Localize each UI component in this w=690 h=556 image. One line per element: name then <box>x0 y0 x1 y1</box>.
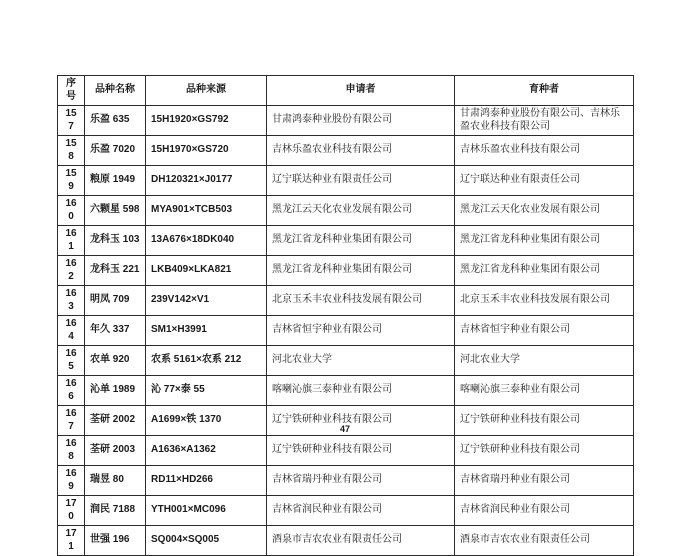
applicant-cell: 吉林省恒宇种业有限公司 <box>267 316 455 346</box>
column-header-variety-name: 品种名称 <box>85 76 146 106</box>
serial-number-cell: 157 <box>58 106 85 136</box>
applicant-cell: 黑龙江省龙科种业集团有限公司 <box>267 256 455 286</box>
applicant-cell: 吉林乐盈农业科技有限公司 <box>267 136 455 166</box>
table-row <box>58 316 634 346</box>
serial-number-cell: 165 <box>58 346 85 376</box>
variety-source-cell: 239V142×V1 <box>146 286 267 316</box>
breeder-cell: 河北农业大学 <box>455 346 634 376</box>
table-row <box>58 196 634 226</box>
breeder-cell: 酒泉市吉农农业有限责任公司 <box>455 526 634 556</box>
variety-source-cell: 15H1920×GS792 <box>146 106 267 136</box>
applicant-cell: 辽宁联达种业有限责任公司 <box>267 166 455 196</box>
variety-name-cell: 乐盈 7020 <box>85 136 146 166</box>
variety-name-cell: 润民 7188 <box>85 496 146 526</box>
breeder-cell: 黑龙江云天化农业发展有限公司 <box>455 196 634 226</box>
variety-name-cell: 龙科玉 103 <box>85 226 146 256</box>
applicant-cell: 吉林省润民种业有限公司 <box>267 496 455 526</box>
column-header-serial-number: 序号 <box>58 76 85 106</box>
variety-name-cell: 荃研 2002 <box>85 406 146 436</box>
variety-source-cell: DH120321×J0177 <box>146 166 267 196</box>
variety-source-cell: LKB409×LKA821 <box>146 256 267 286</box>
breeder-cell: 甘肃鸿泰种业股份有限公司、吉林乐盈农业科技有限公司 <box>455 106 634 136</box>
variety-table <box>57 75 634 556</box>
variety-source-cell: 15H1970×GS720 <box>146 136 267 166</box>
breeder-cell: 喀喇沁旗三泰种业有限公司 <box>455 376 634 406</box>
variety-source-cell: MYA901×TCB503 <box>146 196 267 226</box>
breeder-cell: 北京玉禾丰农业科技发展有限公司 <box>455 286 634 316</box>
variety-name-cell: 农单 920 <box>85 346 146 376</box>
breeder-cell: 辽宁联达种业有限责任公司 <box>455 166 634 196</box>
table-row <box>58 286 634 316</box>
serial-number-cell: 169 <box>58 466 85 496</box>
breeder-cell: 黑龙江省龙科种业集团有限公司 <box>455 256 634 286</box>
column-header-breeder: 育种者 <box>455 76 634 106</box>
variety-source-cell: 农系 5161×农系 212 <box>146 346 267 376</box>
applicant-cell: 酒泉市吉农农业有限责任公司 <box>267 526 455 556</box>
table-row <box>58 106 634 136</box>
serial-number-cell: 158 <box>58 136 85 166</box>
variety-name-cell: 世强 196 <box>85 526 146 556</box>
applicant-cell: 喀喇沁旗三泰种业有限公司 <box>267 376 455 406</box>
variety-name-cell: 沁单 1989 <box>85 376 146 406</box>
table-row <box>58 526 634 556</box>
table-row <box>58 436 634 466</box>
variety-source-cell: A1699×铁 1370 <box>146 406 267 436</box>
applicant-cell: 辽宁铁研种业科技有限公司 <box>267 406 455 436</box>
table-row <box>58 136 634 166</box>
applicant-cell: 北京玉禾丰农业科技发展有限公司 <box>267 286 455 316</box>
serial-number-cell: 160 <box>58 196 85 226</box>
variety-name-cell: 六颗星 598 <box>85 196 146 226</box>
variety-name-cell: 乐盈 635 <box>85 106 146 136</box>
column-header-applicant: 申请者 <box>267 76 455 106</box>
table-row <box>58 376 634 406</box>
table-header-row <box>58 76 634 106</box>
applicant-cell: 吉林省瑞丹种业有限公司 <box>267 466 455 496</box>
breeder-cell: 黑龙江省龙科种业集团有限公司 <box>455 226 634 256</box>
breeder-cell: 辽宁铁研种业科技有限公司 <box>455 436 634 466</box>
variety-source-cell: RD11×HD266 <box>146 466 267 496</box>
breeder-cell: 吉林省瑞丹种业有限公司 <box>455 466 634 496</box>
variety-source-cell: YTH001×MC096 <box>146 496 267 526</box>
variety-source-cell: SQ004×SQ005 <box>146 526 267 556</box>
serial-number-cell: 161 <box>58 226 85 256</box>
serial-number-cell: 166 <box>58 376 85 406</box>
page-number: 47 <box>339 424 350 434</box>
table-row <box>58 496 634 526</box>
applicant-cell: 辽宁铁研种业科技有限公司 <box>267 436 455 466</box>
breeder-cell: 辽宁铁研种业科技有限公司 <box>455 406 634 436</box>
serial-number-cell: 171 <box>58 526 85 556</box>
applicant-cell: 黑龙江省龙科种业集团有限公司 <box>267 226 455 256</box>
breeder-cell: 吉林省润民种业有限公司 <box>455 496 634 526</box>
serial-number-cell: 159 <box>58 166 85 196</box>
serial-number-cell: 163 <box>58 286 85 316</box>
variety-source-cell: 13A676×18DK040 <box>146 226 267 256</box>
table-row <box>58 226 634 256</box>
variety-name-cell: 年久 337 <box>85 316 146 346</box>
table-row <box>58 346 634 376</box>
variety-source-cell: A1636×A1362 <box>146 436 267 466</box>
table-row <box>58 166 634 196</box>
serial-number-cell: 167 <box>58 406 85 436</box>
variety-source-cell: SM1×H3991 <box>146 316 267 346</box>
breeder-cell: 吉林省恒宇种业有限公司 <box>455 316 634 346</box>
column-header-variety-source: 品种来源 <box>146 76 267 106</box>
applicant-cell: 黑龙江云天化农业发展有限公司 <box>267 196 455 226</box>
serial-number-cell: 164 <box>58 316 85 346</box>
variety-name-cell: 荃研 2003 <box>85 436 146 466</box>
variety-name-cell: 瑞昱 80 <box>85 466 146 496</box>
applicant-cell: 甘肃鸿泰种业股份有限公司 <box>267 106 455 136</box>
variety-name-cell: 龙科玉 221 <box>85 256 146 286</box>
serial-number-cell: 168 <box>58 436 85 466</box>
variety-name-cell: 明凤 709 <box>85 286 146 316</box>
breeder-cell: 吉林乐盈农业科技有限公司 <box>455 136 634 166</box>
serial-number-cell: 162 <box>58 256 85 286</box>
serial-number-cell: 170 <box>58 496 85 526</box>
variety-source-cell: 沁 77×泰 55 <box>146 376 267 406</box>
table-row <box>58 256 634 286</box>
variety-name-cell: 粮原 1949 <box>85 166 146 196</box>
table-row <box>58 466 634 496</box>
applicant-cell: 河北农业大学 <box>267 346 455 376</box>
